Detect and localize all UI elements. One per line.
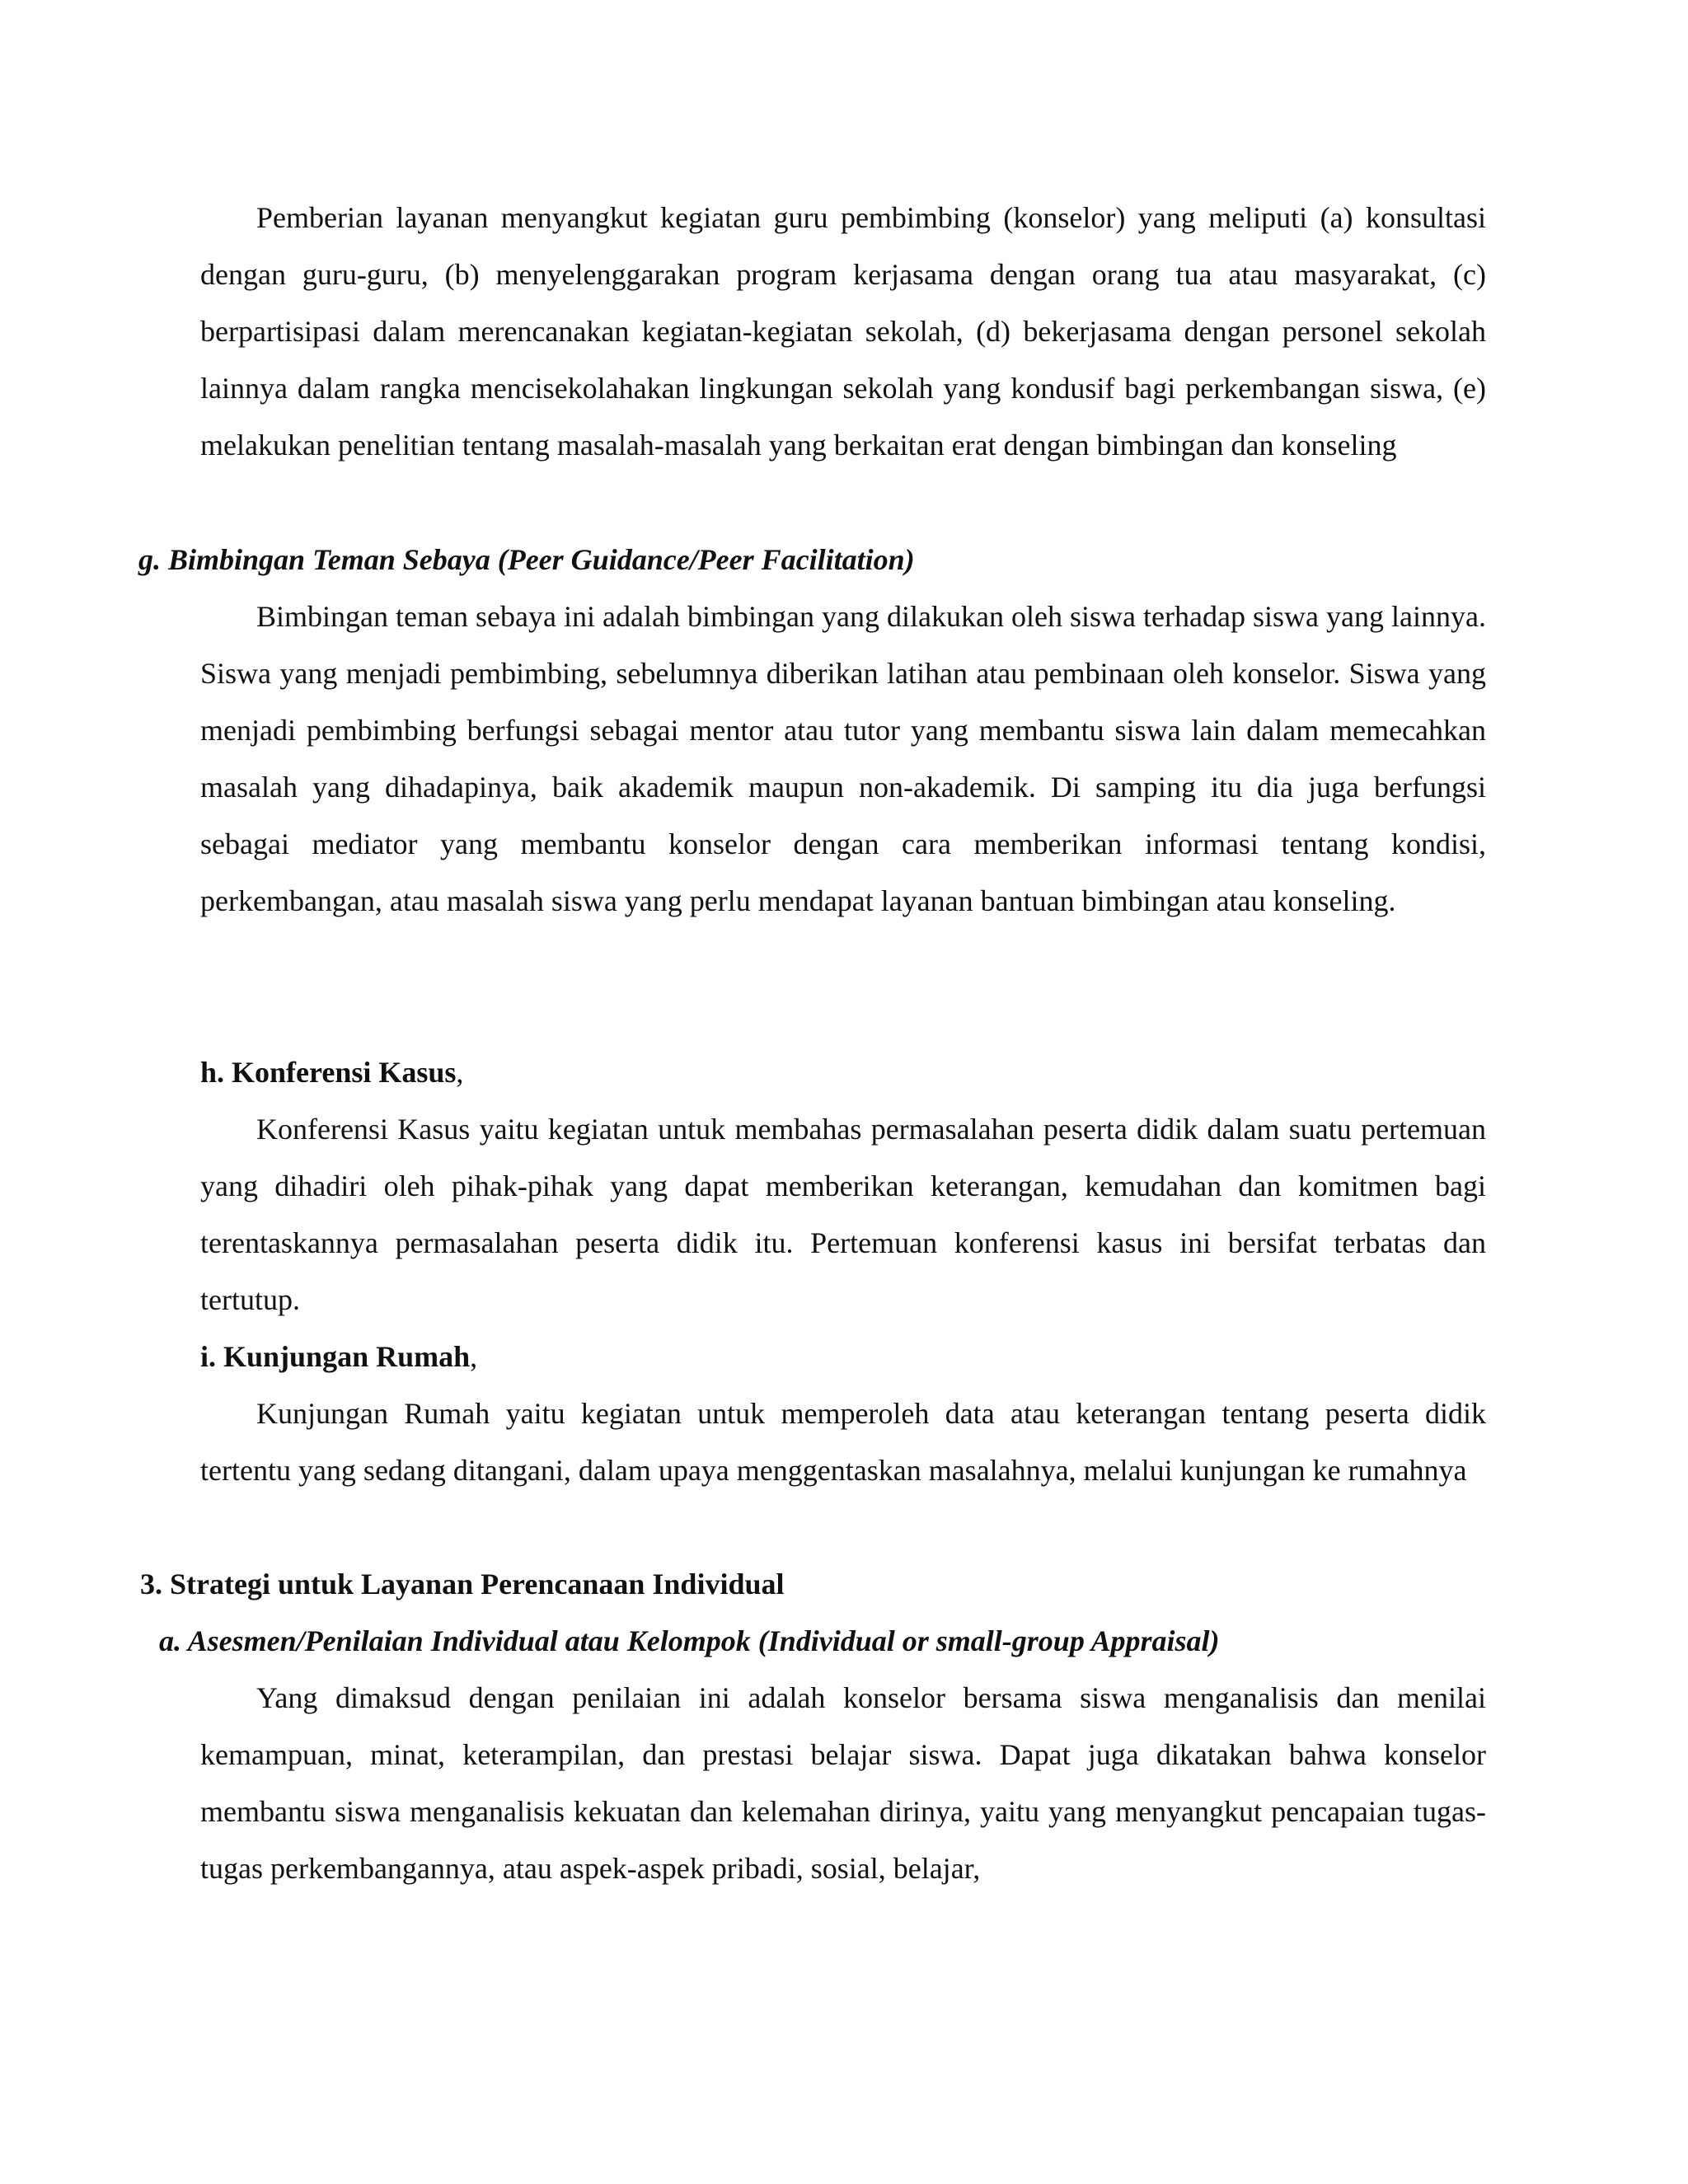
- paragraph-case-conference: Konferensi Kasus yaitu kegiatan untuk membahas permasalahan peserta didik dalam suatu pertemuan yang dihadiri oleh pihak-pihak yang dapat memberikan keterangan, kemudahan dan komitmen bagi terentaskannya permasalahan peserta didik itu. Pertemuan konferensi kasus ini bersifat terbatas dan tertutup.: [200, 1113, 1486, 1316]
- heading-3-individual-planning: 3. Strategi untuk Layanan Perencanaan Individual: [140, 1568, 785, 1601]
- paragraph-intro: Pemberian layanan menyangkut kegiatan guru pembimbing (konselor) yang meliputi (a) konsultasi dengan guru-guru, (b) menyelenggarakan program kerjasama dengan orang tua atau masyarakat, (c) berpartisipasi dalam merencanakan kegiatan-kegiatan sekolah, (d) bekerjasama dengan personel sekolah lainnya dalam rangka mencisekolahakan lingkungan sekolah yang kondusif bagi perkembangan siswa, (e) melakukan penelitian tentang masalah-masalah yang berkaitan erat dengan bimbingan dan konseling: [200, 201, 1486, 462]
- heading-i-comma: ,: [470, 1340, 478, 1373]
- heading-h-text: h. Konferensi Kasus: [200, 1056, 457, 1089]
- heading-i-text: i. Kunjungan Rumah: [200, 1340, 471, 1373]
- heading-h-comma: ,: [456, 1056, 464, 1089]
- heading-h-case-conference: [200, 1044, 463, 1101]
- paragraph-peer-guidance: Bimbingan teman sebaya ini adalah bimbingan yang dilakukan oleh siswa terhadap siswa yang lainnya. Siswa yang menjadi pembimbing, sebelumnya diberikan latihan atau pembinaan oleh konselor. Siswa yang menjadi pembimbing berfungsi sebagai mentor atau tutor yang membantu siswa lain dalam memecahkan masalah yang dihadapinya, baik akademik maupun non-akademik. Di samping itu dia juga berfungsi sebagai mediator yang membantu konselor dengan cara memberikan informasi tentang kondisi, perkembangan, atau masalah siswa yang perlu mendapat layanan bantuan bimbingan atau konseling.: [200, 600, 1486, 917]
- paragraph-appraisal: Yang dimaksud dengan penilaian ini adalah konselor bersama siswa menganalisis dan menilai kemampuan, minat, keterampilan, dan prestasi belajar siswa. Dapat juga dikatakan bahwa konselor membantu siswa menganalisis kekuatan dan kelemahan dirinya, yaitu yang menyangkut pencapaian tugas-tugas perkembangannya, atau aspek-aspek pribadi, sosial, belajar,: [200, 1681, 1486, 1885]
- heading-i-home-visit: [200, 1329, 477, 1385]
- paragraph-home-visit: Kunjungan Rumah yaitu kegiatan untuk memperoleh data atau keterangan tentang peserta didik tertentu yang sedang ditangani, dalam upaya menggentaskan masalahnya, melalui kunjungan ke rumahnya: [200, 1397, 1486, 1487]
- heading-g-peer-guidance: g. Bimbingan Teman Sebaya (Peer Guidance/Peer Facilitation): [138, 543, 915, 576]
- heading-3a-appraisal: a. Asesmen/Penilaian Individual atau Kelompok (Individual or small-group Appraisal): [159, 1624, 1220, 1657]
